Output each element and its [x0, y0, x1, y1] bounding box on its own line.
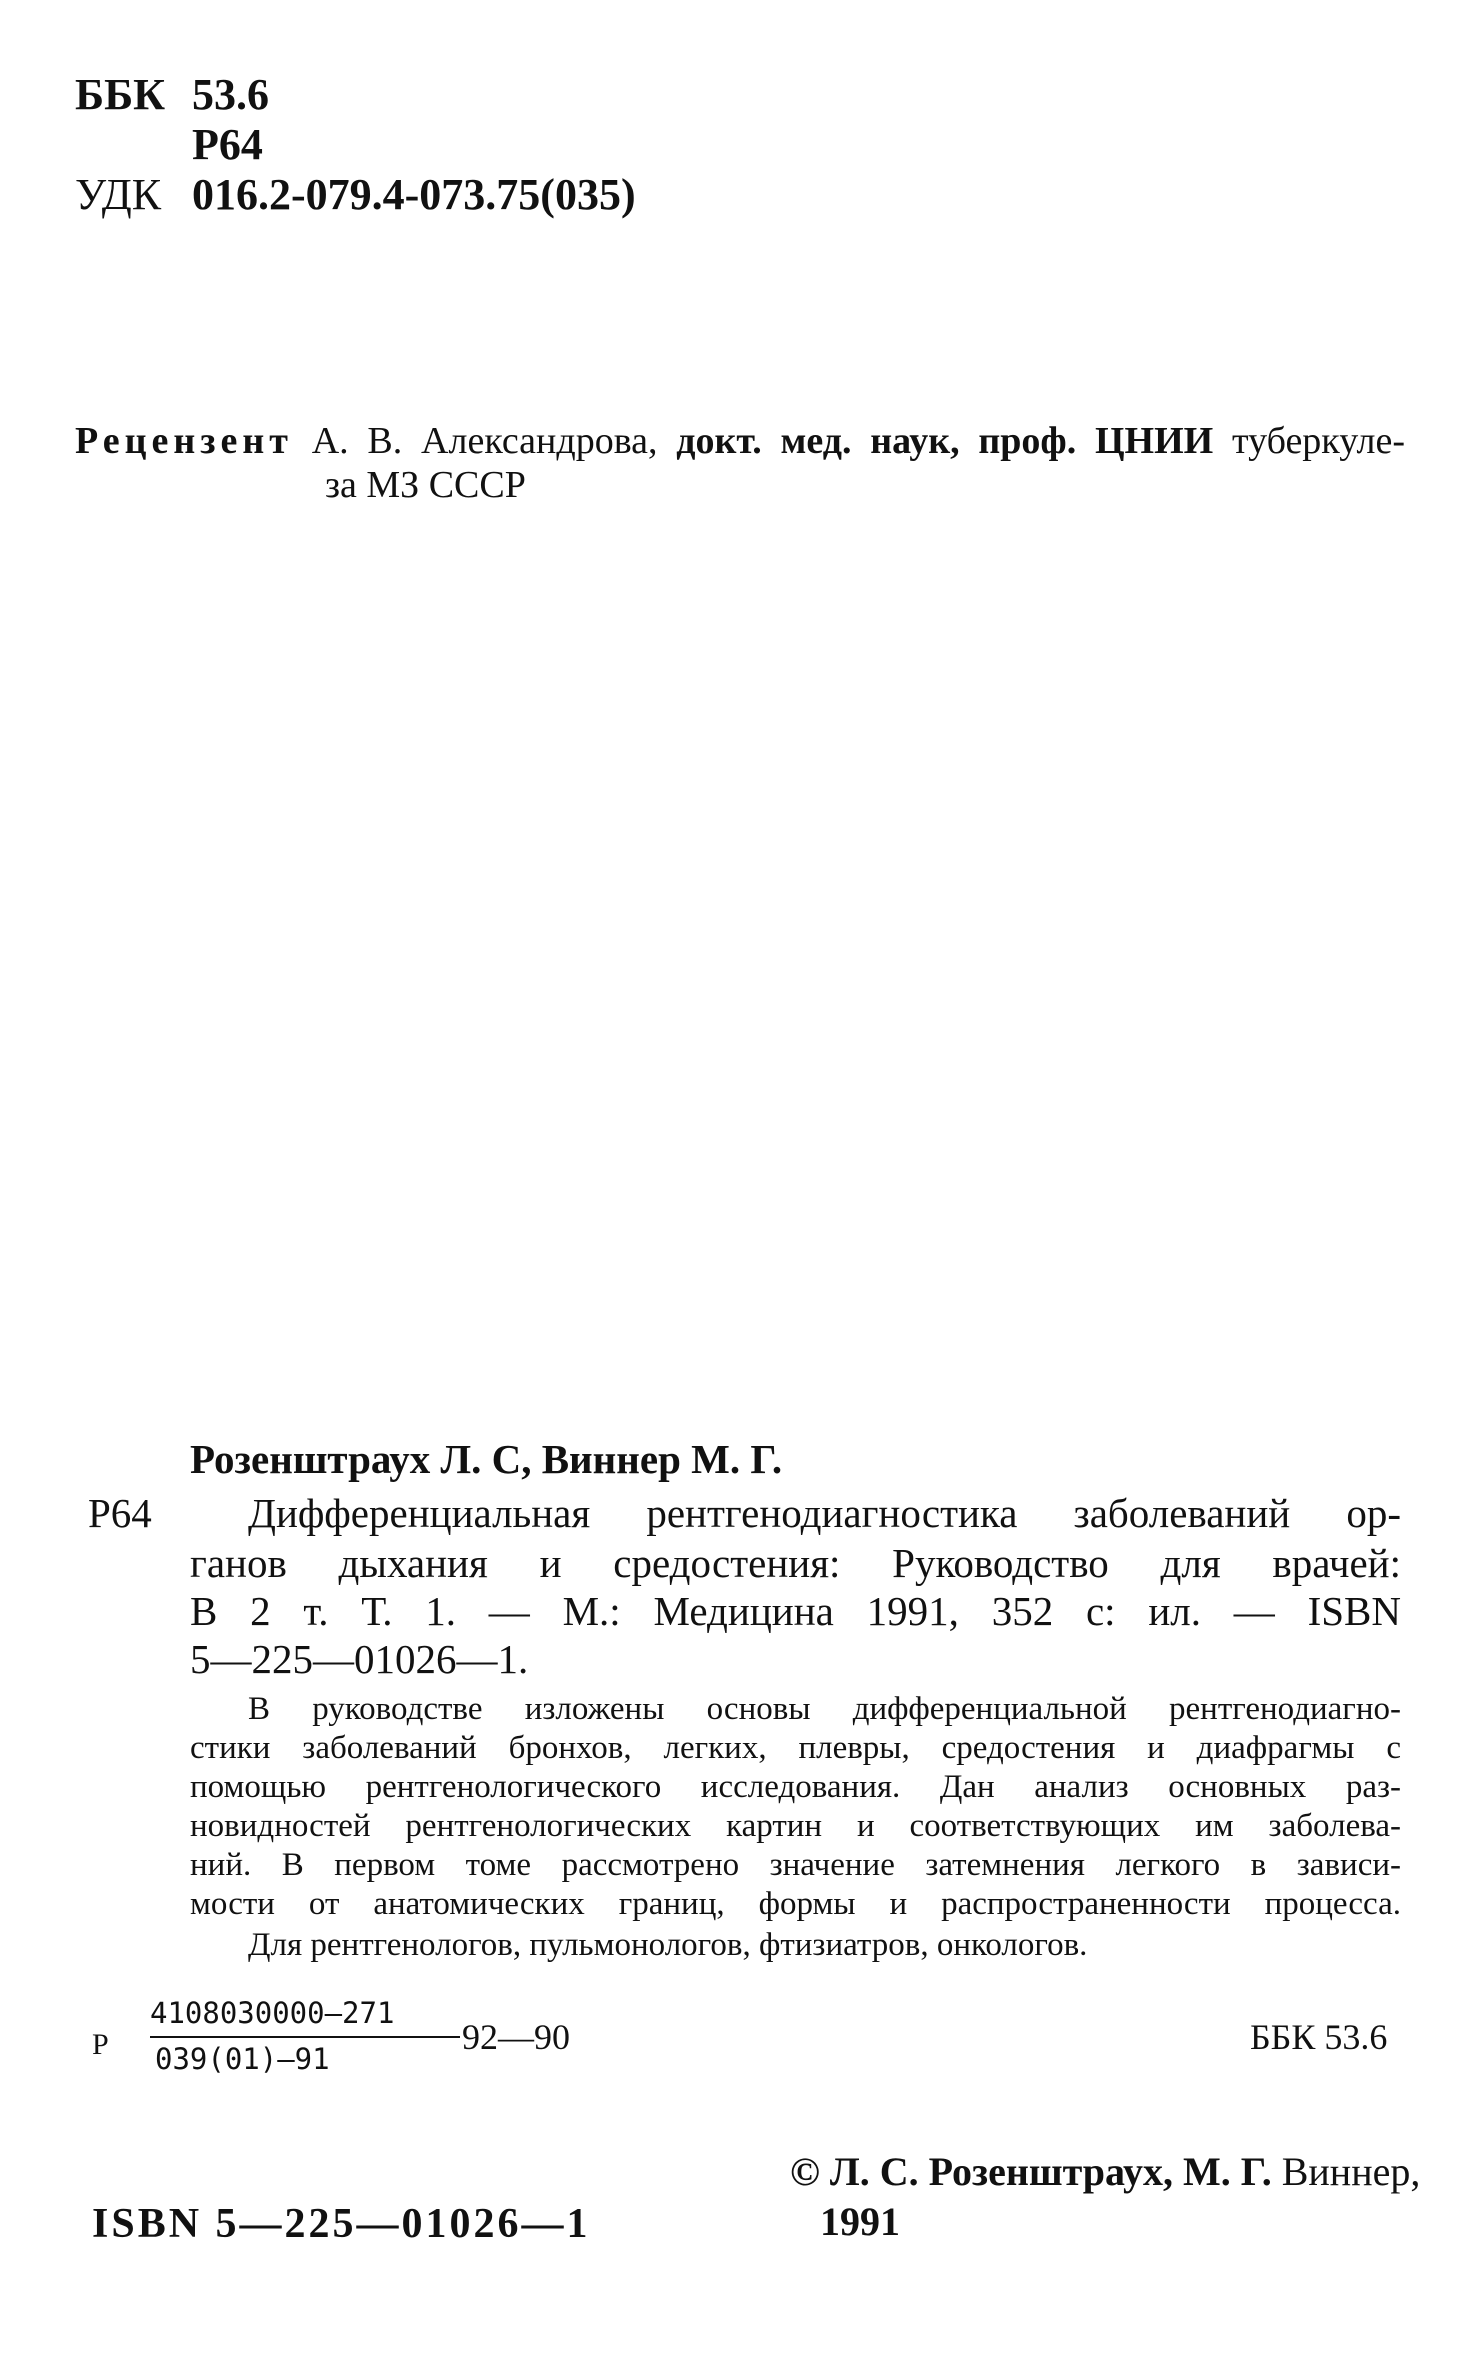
bib-title-line-3: В 2 т. Т. 1. — М.: Медицина 1991, 352 с: ил. — ISBN [190, 1588, 1401, 1634]
reviewer-line-1 [75, 418, 1405, 464]
copyright-year: 1991 [820, 2199, 900, 2244]
copyright-symbol: © [790, 2149, 820, 2194]
imprint-bbk: ББК 53.6 [1250, 2017, 1388, 2057]
reviewer-degree: докт. мед. наук, проф. [676, 420, 1077, 462]
copyright-line-1 [790, 2148, 1420, 2195]
imprint-suffix: 92—90 [462, 2017, 570, 2057]
reviewer-line-2: за МЗ СССР [325, 464, 526, 506]
annotation-line-2: стики заболеваний бронхов, легких, плевры, средостения и диафрагмы с [190, 1730, 1401, 1766]
author-code: Р64 [192, 120, 263, 169]
bib-title-line-2: ганов дыхания и средостения: Руководство для врачей: [190, 1540, 1401, 1586]
bib-title-line-1: Дифференциальная рентгенодиагностика заболеваний ор- [248, 1490, 1401, 1536]
copyright-name-rest: Виннер, [1281, 2149, 1421, 2194]
isbn: ISBN 5—225—01026—1 [92, 2201, 591, 2247]
imprint-numerator: 4108030000—271 [150, 1996, 395, 2030]
annotation-line-3: помощью рентгенологического исследования. Дан анализ основных раз- [190, 1769, 1401, 1805]
imprint-letter: Р [92, 2028, 109, 2061]
bib-authors: Розенштраух Л. С, Виннер М. Г. [190, 1436, 783, 1482]
reviewer-name: А. В. Александрова, [311, 420, 658, 462]
copyright-names: Л. С. Розенштраух, М. Г. [829, 2149, 1272, 2194]
imprint-fraction-bar [150, 2036, 460, 2038]
imprint-denominator: 039(01)—91 [155, 2042, 330, 2076]
reviewer-org: ЦНИИ [1094, 420, 1214, 462]
annotation-audience: Для рентгенологов, пульмонологов, фтизиатров, онкологов. [248, 1927, 1088, 1963]
annotation-line-4: новидностей рентгенологических картин и соответствующих им заболева- [190, 1808, 1401, 1844]
annotation-line-1: В руководстве изложены основы дифференциальной рентгенодиагно- [248, 1691, 1401, 1727]
annotation-line-6: мости от анатомических границ, формы и распространенности процесса. [190, 1886, 1401, 1922]
classification-block [75, 66, 775, 226]
bbk-value: 53.6 [192, 70, 269, 119]
annotation-line-5: ний. В первом томе рассмотрено значение затемнения легкого в зависи- [190, 1847, 1401, 1883]
bbk-label: ББК [75, 70, 166, 119]
reviewer-org-rest: туберкуле- [1232, 420, 1406, 462]
reviewer-label: Рецензент [75, 420, 293, 462]
udk-value: 016.2-079.4-073.75(035) [192, 170, 636, 219]
bib-code: Р64 [88, 1490, 152, 1536]
udk-label: УДК [75, 170, 162, 219]
bib-title-line-4: 5—225—01026—1. [190, 1636, 529, 1682]
